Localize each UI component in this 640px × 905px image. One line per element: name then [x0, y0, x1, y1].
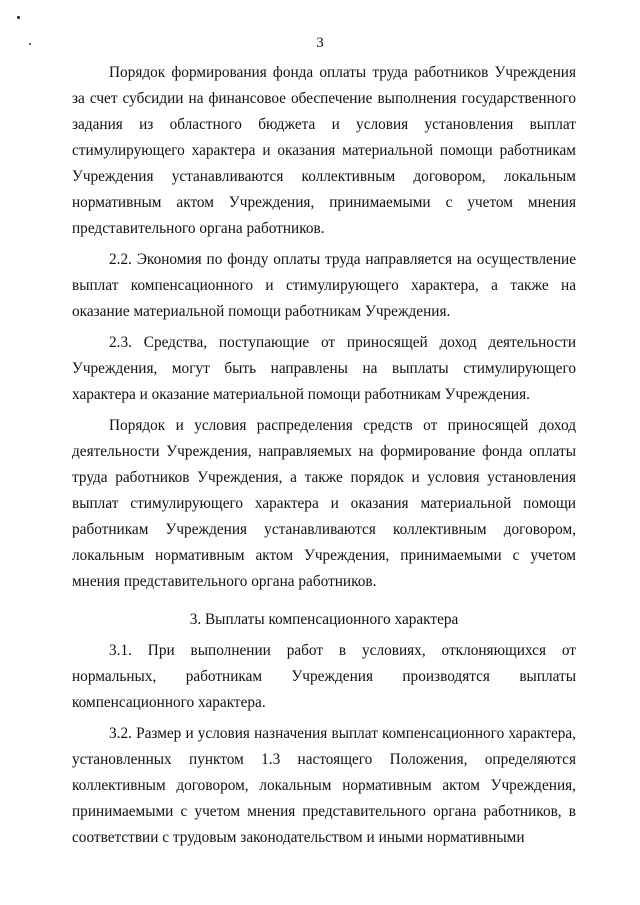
document-body: [72, 60, 576, 851]
scan-speck: [17, 16, 20, 19]
paragraph: Порядок и условия распределения средств от приносящей доход деятельности Учреждения, направляемых на формирование фонда оплаты труда работников Учреждения, а также порядок и условия установления выплат стимулирующего характера и оказания материальной помощи работникам Учреждения устанавливаются коллективным договором, локальным нормативным актом Учреждения, принимаемыми с учетом мнения представительного органа работников.: [72, 417, 576, 590]
page-number: 3: [316, 35, 324, 51]
paragraph: 3.1. При выполнении работ в условиях, отклоняющихся от нормальных, работникам Учреждения производятся выплаты компенсационного характера.: [72, 642, 576, 711]
paragraph: Порядок формирования фонда оплаты труда работников Учреждения за счет субсидии на финансовое обеспечение выполнения государственного задания из областного бюджета и условия установления выплат стимулирующего характера и оказания материальной помощи работникам Учреждения устанавливаются коллективным договором, локальным нормативным актом Учреждения, принимаемыми с учетом мнения представительного органа работников.: [72, 64, 576, 237]
paragraph: 2.3. Средства, поступающие от приносящей доход деятельности Учреждения, могут быть направлены на выплаты стимулирующего характера и оказание материальной помощи работникам Учреждения.: [72, 334, 576, 403]
paragraph: 2.2. Экономия по фонду оплаты труда направляется на осуществление выплат компенсационного и стимулирующего характера, а также на оказание материальной помощи работникам Учреждения.: [72, 251, 576, 320]
paragraph: 3.2. Размер и условия назначения выплат компенсационного характера, установленных пунктом 1.3 настоящего Положения, определяются коллективным договором, локальным нормативным актом Учреждения, принимаемыми с учетом мнения представительного органа работников, в соответствии с трудовым законодательством и иными нормативными: [72, 725, 576, 846]
section-heading: 3. Выплаты компенсационного характера: [189, 611, 459, 628]
